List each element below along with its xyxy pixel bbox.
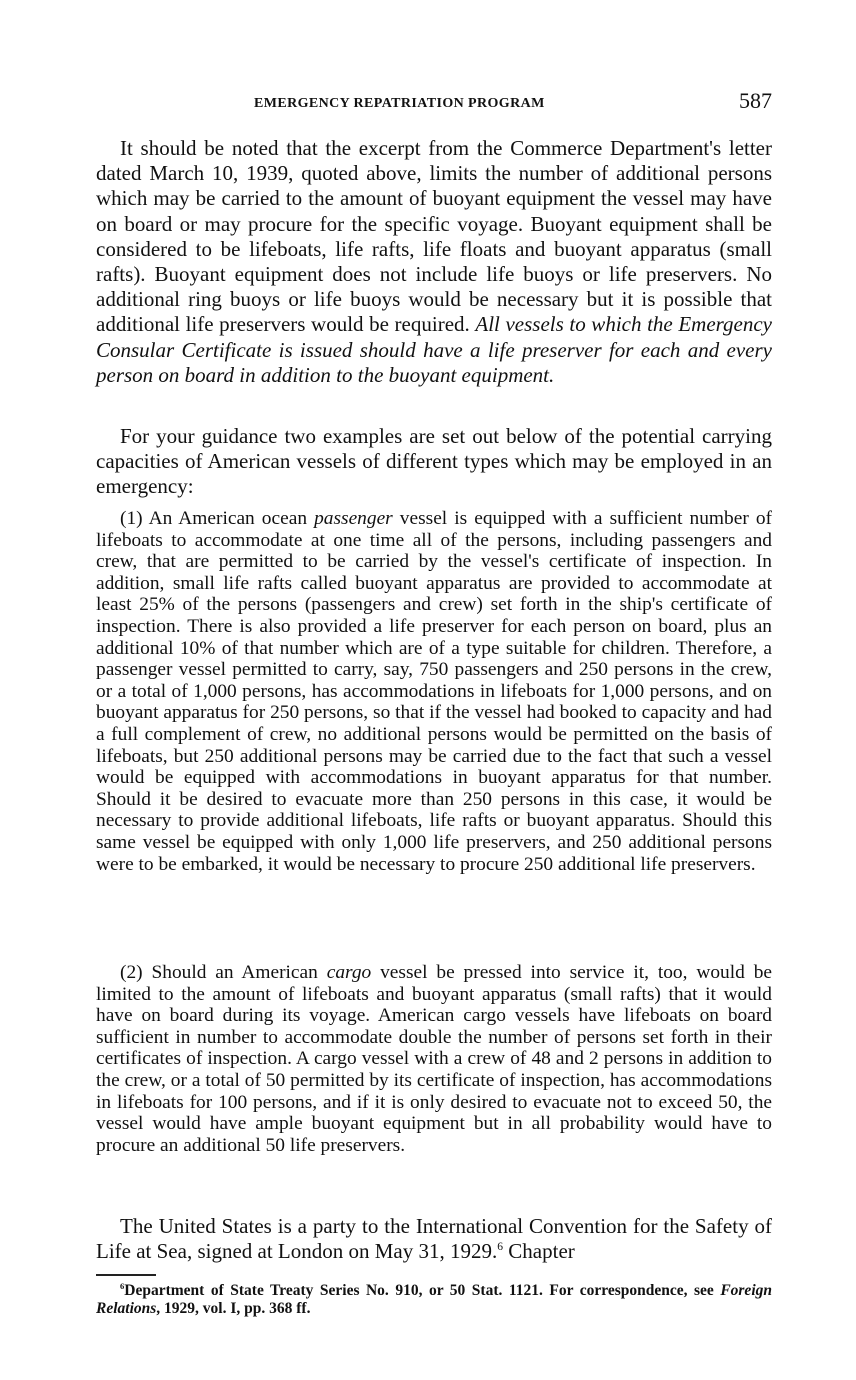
paragraph-lead: (2) Should an American [120,962,327,983]
paragraph-guidance: For your guidance two examples are set out below of the potential carrying capacities of American vessels of different types which may be employed in an emergency: [96,424,772,499]
running-head-title: EMERGENCY REPATRIATION PROGRAM [254,96,545,111]
paragraph-passenger-vessel [96,508,772,875]
footnote [96,1282,772,1318]
footnote-text: Department of State Treaty Series No. 910, or 50 Stat. 1121. For correspondence, see [124,1282,721,1299]
paragraph-cargo-vessel [96,962,772,1156]
paragraph-tail: Chapter [503,1239,575,1264]
footnote-divider [96,1274,156,1276]
paragraph-lead: (1) An American ocean [120,508,315,529]
paragraph-convention [96,1214,772,1264]
footnote-italic-text: Foreign Relations [96,1282,772,1317]
paragraph-italic-text: All vessels to which the Emergency Consular Certificate is issued should have a life preserver for each and every person on board in addition to the buoyant equipment. [96,312,772,387]
paragraph-text: vessel is equipped with a sufficient number of lifeboats to accommodate at one time all of the persons, including passengers and crew, that are permitted to be carried by the vessel's certificate of inspection. In addition, small life rafts called buoyant apparatus are provided to accommodate at least 25% of the persons (passengers and crew) set forth in the ship's certificate of inspection. There is also provided a life preserver for each person on board, plus an additional 10% of that number which are of a type suitable for children. Therefore, a passenger vessel permitted to carry, say, 750 passengers and 250 persons in the crew, or a total of 1,000 persons, has accommodations in lifeboats for 1,000 persons, and on buoyant apparatus for 250 persons, so that if the vessel had booked to capacity and had a full complement of crew, no additional persons would be permitted on the basis of lifeboats, but 250 additional persons may be carried due to the fact that such a vessel would be equipped with accommodations in buoyant apparatus for that number. Should it be desired to evacuate more than 250 persons in this case, it would be necessary to provide additional lifeboats, life rafts or buoyant apparatus. Should this same vessel be equipped with only 1,000 life preservers, and 250 additional persons were to be embarked, it would be necessary to procure 250 additional life preservers. [96,508,772,875]
paragraph-text: It should be noted that the excerpt from the Commerce Department's letter dated March 10, 1939, quoted above, limits the number of additional persons which may be carried to the amount of buoyant equipment the vessel may have on board or may procure for the specific voyage. Buoyant equipment shall be considered to be lifeboats, life rafts, life floats and buoyant apparatus (small rafts). Buoyant equipment does not include life buoys or life preservers. No additional ring buoys or life buoys would be necessary but it is possible that additional life preservers would be required. [96,136,772,337]
footnote-reference[interactable]: 6 [497,1241,504,1254]
paragraph-buoyant-equipment [96,136,772,388]
paragraph-italic-text: cargo [326,962,372,983]
footnote-marker: 6 [120,1280,125,1291]
paragraph-text: vessel be pressed into service it, too, would be limited to the amount of lifeboats and buoyant apparatus (small rafts) that it would have on board during its voyage. American cargo vessels have lifeboats on board sufficient in number to accommodate double the number of persons set forth in their certificates of inspection. A cargo vessel with a crew of 48 and 2 persons in addition to the crew, or a total of 50 permitted by its certificate of inspection, has accommodations in lifeboats for 100 persons, and if it is only desired to evacuate not to exceed 50, the vessel would have ample buoyant equipment but in all probability would have to procure an additional 50 life preservers. [96,962,772,1156]
paragraph-italic-text: passenger [314,508,393,529]
footnote-tail: , 1929, vol. I, pp. 368 ff. [156,1300,311,1317]
running-header [96,88,772,120]
page-number: 587 [739,88,772,113]
paragraph-text: The United States is a party to the International Convention for the Safety of Life at Sea, signed at London on May 31, 1929. [96,1214,772,1264]
